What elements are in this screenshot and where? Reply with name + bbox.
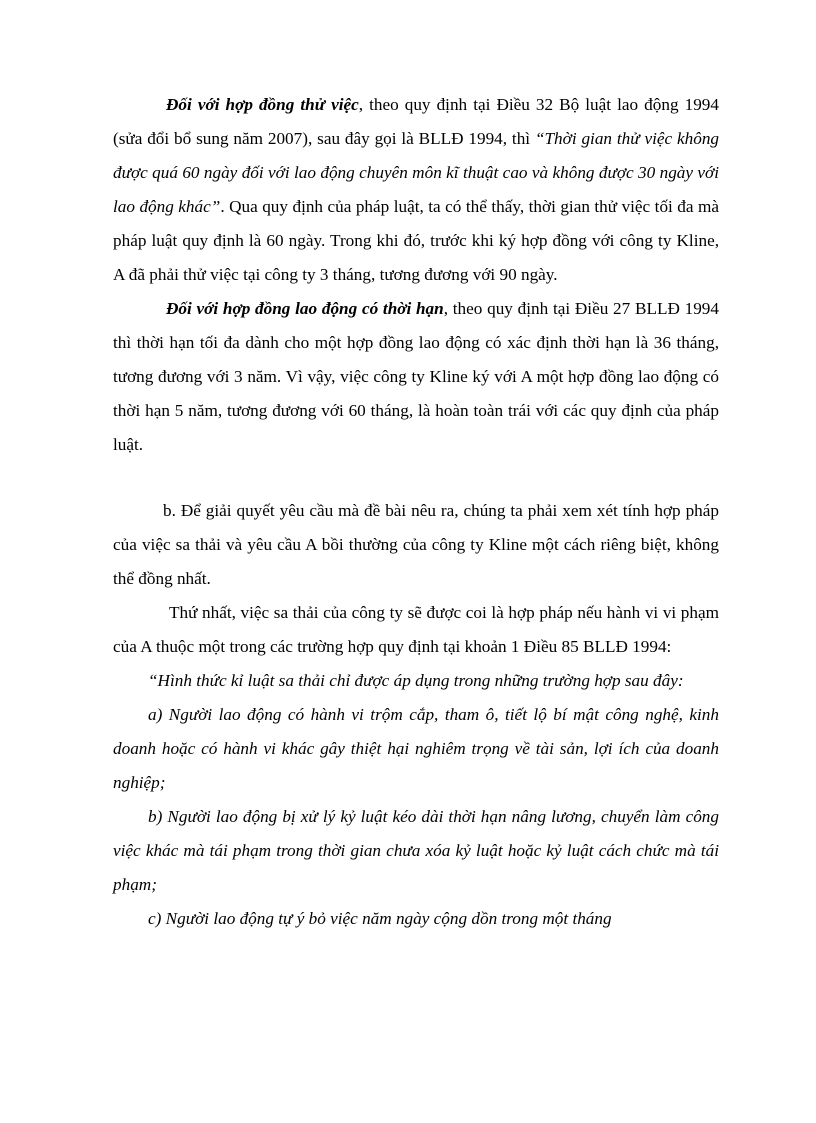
dismissal-item-c: c) Người lao động tự ý bỏ việc năm ngày cộng dồn trong một tháng <box>148 909 612 928</box>
paragraph-probation-contract <box>113 88 719 292</box>
heading-fixed-term-contract: Đối với hợp đồng lao động có thời hạn <box>166 299 444 318</box>
paragraph-spacer <box>113 462 719 494</box>
document-body <box>113 88 719 936</box>
paragraph-first-point: Thứ nhất, việc sa thải của công ty sẽ được coi là hợp pháp nếu hành vi vi phạm của A thuộc một trong các trường hợp quy định tại khoản 1 Điều 85 BLLĐ 1994: <box>113 603 719 656</box>
dismissal-item-a: a) Người lao động có hành vi trộm cắp, tham ô, tiết lộ bí mật công nghệ, kinh doanh hoặc có hành vi khác gây thiệt hại nghiêm trọng về tài sản, lợi ích của doanh nghiệp; <box>113 705 719 792</box>
probation-text-1: , theo quy định tại Điều 32 Bộ luật lao động 1994 (sửa đổi bổ sung năm 2007), sau đây gọi là BLLĐ 1994, thì <box>113 95 719 148</box>
dismissal-item-b: b) Người lao động bị xử lý kỷ luật kéo dài thời hạn nâng lương, chuyển làm công việc khác mà tái phạm trong thời gian chưa xóa kỷ luật hoặc kỷ luật cách chức mà tái phạm; <box>113 807 719 894</box>
fixed-term-text: , theo quy định tại Điều 27 BLLĐ 1994 thì thời hạn tối đa dành cho một hợp đồng lao động có xác định thời hạn là 36 tháng, tương đương với 3 năm. Vì vậy, việc công ty Kline ký với A một hợp đồng lao động có thời hạn 5 năm, tương đương với 60 tháng, là hoàn toàn trái với các quy định của pháp luật. <box>113 299 719 454</box>
dismissal-quote-intro: “Hình thức kỉ luật sa thải chỉ được áp dụng trong những trường hợp sau đây: <box>148 671 684 690</box>
heading-probation-contract: Đối với hợp đồng thử việc <box>166 95 359 114</box>
paragraph-part-b: b. Để giải quyết yêu cầu mà đề bài nêu ra, chúng ta phải xem xét tính hợp pháp của việc sa thải và yêu cầu A bồi thường của công ty Kline một cách riêng biệt, không thể đồng nhất. <box>113 501 719 588</box>
probation-quote: “Thời gian thử việc không được quá 60 ngày đối với lao động chuyên môn kĩ thuật cao và không được 30 ngày với lao động khác” <box>113 129 720 216</box>
probation-text-2: . Qua quy định của pháp luật, ta có thể thấy, thời gian thử việc tối đa mà pháp luật quy định là 60 ngày. Trong khi đó, trước khi ký hợp đồng với công ty Kline, A đã phải thử việc tại công ty 3 tháng, tương đương với 90 ngày. <box>113 197 719 284</box>
paragraph-fixed-term-contract <box>113 292 719 462</box>
